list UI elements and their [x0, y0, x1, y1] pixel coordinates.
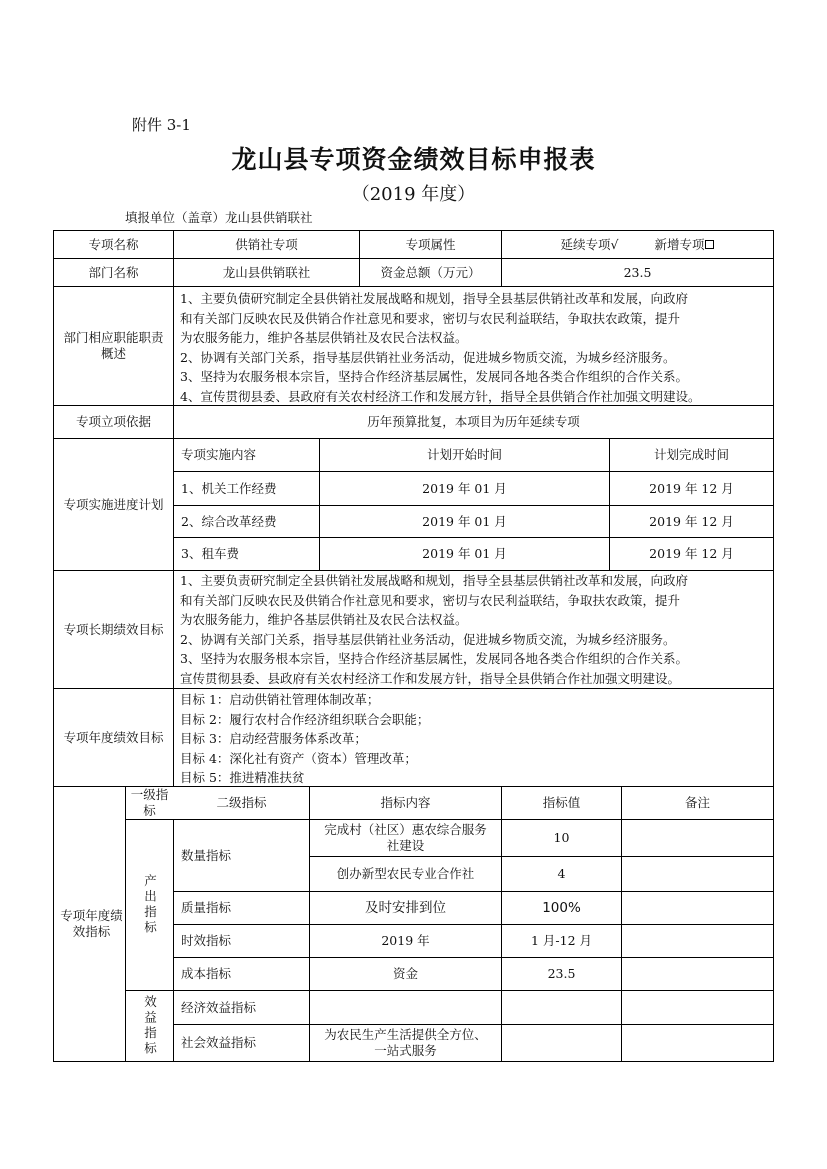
- quantity-content-2: 创办新型农民专业合作社: [336, 866, 475, 881]
- duties-text: 1、主要负债研究制定全县供销社发展战略和规划，指导全县基层供销社改革和发展，向政府 和有关部门反映农民及供销合作社意见和要求，密切与农民利益联结，争取扶农政策，提升 为农服务能力，维护各基层供销社及农民合法权益。 2、协调有关部门关系，指导基层供销社业务活动，促进城乡物质交流，为城乡经济服务。 3、坚持为农服务根本宗旨，坚持合作经济基层属性，发展同各地各类合作组织的合作关系。 4、宣传贯彻县委、县政府有关农村经济工作和发展方针，指导全县供销合作社加强文明建设。: [180, 291, 701, 404]
- duties-label: 部门相应职能职责概述: [63, 330, 164, 361]
- project-attribute-label: 专项属性: [405, 236, 456, 252]
- social-label: 社会效益指标: [181, 1035, 257, 1050]
- annual-label: 专项年度绩效目标: [63, 729, 164, 745]
- quantity-content-1: 完成村（社区）惠农综合服务社建设: [324, 822, 487, 853]
- schedule-row-2-end: 2019 年 12 月: [649, 513, 734, 529]
- schedule-row-3-start: 2019 年 01 月: [422, 546, 507, 561]
- checkbox-icon[interactable]: [705, 240, 714, 249]
- level2-header: 二级指标: [216, 795, 267, 810]
- schedule-row-2-content: 2、综合改革经费: [181, 513, 277, 529]
- fund-value: 23.5: [623, 264, 652, 280]
- attribute-continue-option[interactable]: 延续专项√: [560, 236, 619, 252]
- quantity-value-1: 10: [553, 830, 570, 845]
- annual-text: 目标 1：启动供销社管理体制改革； 目标 2：履行农村合作经济组织联合会职能； 目标 3：启动经营服务体系改革； 目标 4：深化社有资产（资本）管理改革； 目标 5：推进精准扶贫: [180, 692, 430, 785]
- schedule-header-content: 专项实施内容: [181, 447, 257, 462]
- remark-header: 备注: [684, 795, 710, 810]
- dept-label: 部门名称: [88, 264, 139, 280]
- schedule-label: 专项实施进度计划: [63, 496, 164, 512]
- indicators-label: 专项年度绩效指标: [60, 908, 123, 939]
- quality-content: 及时安排到位: [365, 900, 446, 916]
- schedule-header-start: 计划开始时间: [426, 447, 502, 462]
- year-label: （2019 年度）: [351, 184, 476, 205]
- fund-label: 资金总额（万元）: [380, 264, 481, 280]
- filler-unit: 填报单位（盖章）龙山县供销联社: [125, 210, 313, 225]
- attribute-new-option[interactable]: 新增专项: [654, 236, 705, 252]
- level1-header: 一级指标: [130, 787, 169, 818]
- economic-content: [310, 991, 501, 1024]
- project-attribute-options: [502, 231, 773, 258]
- timeliness-label: 时效指标: [181, 933, 232, 948]
- value-header: 指标值: [542, 795, 581, 810]
- longterm-text: 1、主要负责研究制定全县供销社发展战略和规划，指导全县基层供销社改革和发展，向政府 和有关部门反映农民及供销合作社意见和要求，密切与农民利益联结，争取扶农政策，提升 为农服务能力，维护各基层供销社及农民合法权益。 2、协调有关部门关系，指导基层供销社业务活动，促进城乡物质交流，为城乡经济服务。 3、坚持为农服务根本宗旨，坚持合作经济基层属性，发展同各地各类合作组织的合作关系。 宣传贯彻县委、县政府有关农村经济工作和发展方针，指导全县供销合作社加强文明建设。: [180, 573, 688, 686]
- cost-label: 成本指标: [181, 966, 232, 981]
- benefit-label: 效益指标: [142, 995, 158, 1057]
- attachment-label: 附件 3-1: [132, 116, 191, 134]
- content-header: 指标内容: [380, 795, 431, 810]
- quality-value: 100%: [542, 900, 581, 916]
- timeliness-content: 2019 年: [381, 933, 430, 948]
- project-name-label: 专项名称: [88, 236, 139, 252]
- cost-content: 资金: [392, 966, 418, 981]
- schedule-row-2-start: 2019 年 01 月: [422, 513, 507, 529]
- output-label: 产出指标: [142, 874, 158, 936]
- economic-label: 经济效益指标: [181, 999, 257, 1015]
- project-name-value: 供销社专项: [235, 236, 298, 252]
- basis-value: 历年预算批复，本项目为历年延续专项: [367, 414, 580, 429]
- quantity-value-2: 4: [557, 866, 566, 881]
- form-table: [53, 230, 774, 1062]
- social-content: 为农民生产生活提供全方位、一站式服务: [324, 1027, 487, 1058]
- basis-label: 专项立项依据: [75, 414, 151, 429]
- schedule-header-end: 计划完成时间: [653, 447, 729, 462]
- longterm-label: 专项长期绩效目标: [63, 621, 164, 637]
- cost-value: 23.5: [547, 966, 576, 981]
- schedule-row-1-start: 2019 年 01 月: [422, 480, 507, 496]
- quantity-label: 数量指标: [181, 847, 232, 863]
- schedule-row-1-end: 2019 年 12 月: [649, 480, 734, 496]
- schedule-row-1-content: 1、机关工作经费: [181, 480, 277, 496]
- schedule-row-3-content: 3、租车费: [181, 546, 239, 561]
- timeliness-value: 1 月-12 月: [530, 933, 593, 948]
- page-title: 龙山县专项资金绩效目标申报表: [231, 145, 596, 174]
- schedule-row-3-end: 2019 年 12 月: [649, 546, 734, 561]
- dept-value: 龙山县供销联社: [222, 264, 311, 280]
- quality-label: 质量指标: [181, 900, 232, 915]
